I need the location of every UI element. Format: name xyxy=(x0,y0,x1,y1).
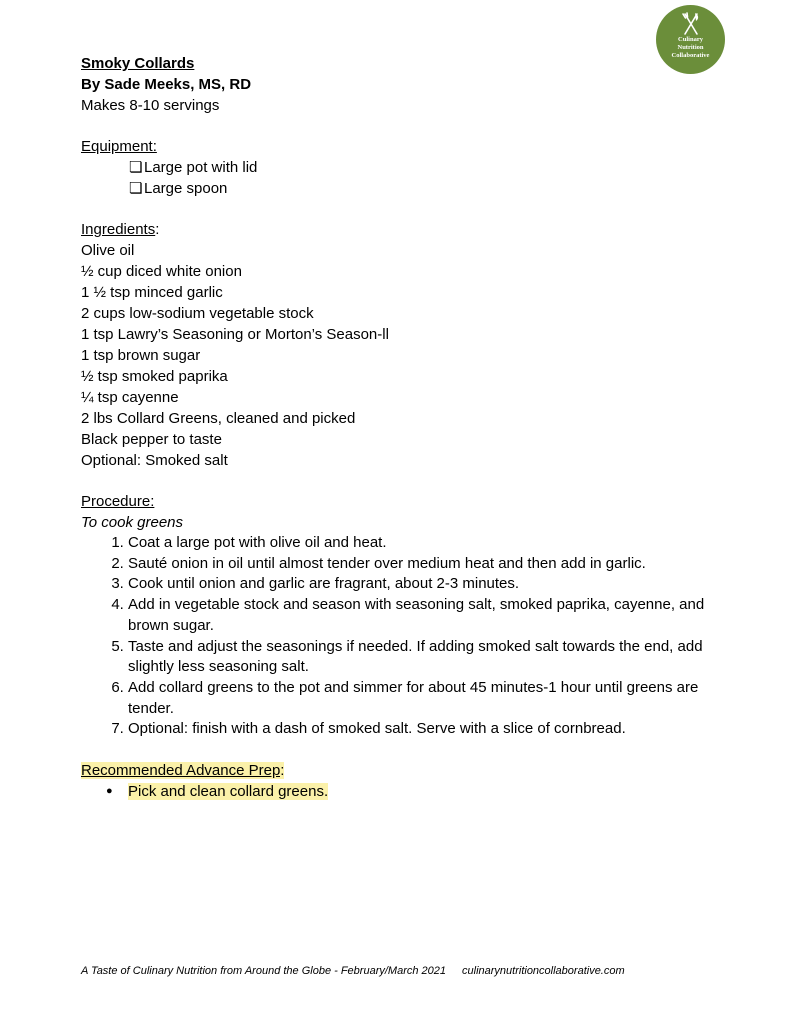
advance-prep-heading: Recommended Advance Prep: xyxy=(81,762,285,780)
recipe-author: By Sade Meeks, MS, RD xyxy=(81,76,252,93)
ingredient-item: 1 ½ tsp minced garlic xyxy=(81,284,223,301)
footer-website: culinarynutritioncollaborative.com xyxy=(462,965,625,977)
ingredient-item: ¼ tsp cayenne xyxy=(81,389,179,406)
ingredients-heading: Ingredients: xyxy=(81,221,160,238)
ingredient-item: 2 lbs Collard Greens, cleaned and picked xyxy=(81,410,356,427)
page-footer xyxy=(81,965,625,977)
ingredient-item: 1 tsp Lawry’s Seasoning or Morton’s Season-ll xyxy=(81,326,389,343)
procedure-subheading: To cook greens xyxy=(81,514,184,531)
ingredient-item: Optional: Smoked salt xyxy=(81,452,228,469)
checkbox-icon: ❏ xyxy=(129,180,143,197)
procedure-step: 6. Add collard greens to the pot and simmer for about 45 minutes-1 hour until greens are tender. xyxy=(128,678,721,719)
ingredient-item: ½ tsp smoked paprika xyxy=(81,368,228,385)
procedure-step: 7. Optional: finish with a dash of smoked salt. Serve with a slice of cornbread. xyxy=(128,719,721,740)
ingredient-item: Black pepper to taste xyxy=(81,431,222,448)
ingredient-item: Olive oil xyxy=(81,242,135,259)
equipment-item: ❏ Large spoon xyxy=(129,180,228,197)
procedure-step: 1. Coat a large pot with olive oil and heat. xyxy=(128,533,721,554)
procedure-step: 5. Taste and adjust the seasonings if needed. If adding smoked salt towards the end, add slightly less seasoning salt. xyxy=(128,637,721,678)
procedure-step: 2. Sauté onion in oil until almost tender over medium heat and then add in garlic. xyxy=(128,554,721,575)
ingredient-item: 2 cups low-sodium vegetable stock xyxy=(81,305,314,322)
equipment-heading: Equipment: xyxy=(81,138,157,155)
logo-text-3: Collaborative xyxy=(671,52,710,59)
recipe-document xyxy=(81,53,721,802)
advance-prep-item: ● Pick and clean collard greens. xyxy=(128,781,721,802)
recipe-servings: Makes 8-10 servings xyxy=(81,97,220,114)
procedure-heading: Procedure: xyxy=(81,493,155,510)
procedure-step: 3. Cook until onion and garlic are fragrant, about 2-3 minutes. xyxy=(128,574,721,595)
ingredient-item: 1 tsp brown sugar xyxy=(81,347,201,364)
equipment-item: ❏ Large pot with lid xyxy=(129,159,258,176)
advance-prep-list xyxy=(81,781,721,802)
footer-text: A Taste of Culinary Nutrition from Around the Globe - February/March 2021 xyxy=(81,965,447,977)
fork-knife-icon xyxy=(681,12,701,36)
checkbox-icon: ❏ xyxy=(129,159,143,176)
logo-text-2: Nutrition xyxy=(677,44,704,51)
procedure-step: 4. Add in vegetable stock and season with seasoning salt, smoked paprika, cayenne, and brown sugar. xyxy=(128,595,721,636)
logo-text-1: Culinary xyxy=(678,36,703,43)
ingredient-item: ½ cup diced white onion xyxy=(81,263,242,280)
procedure-steps xyxy=(81,533,721,740)
recipe-title: Smoky Collards xyxy=(81,55,195,72)
